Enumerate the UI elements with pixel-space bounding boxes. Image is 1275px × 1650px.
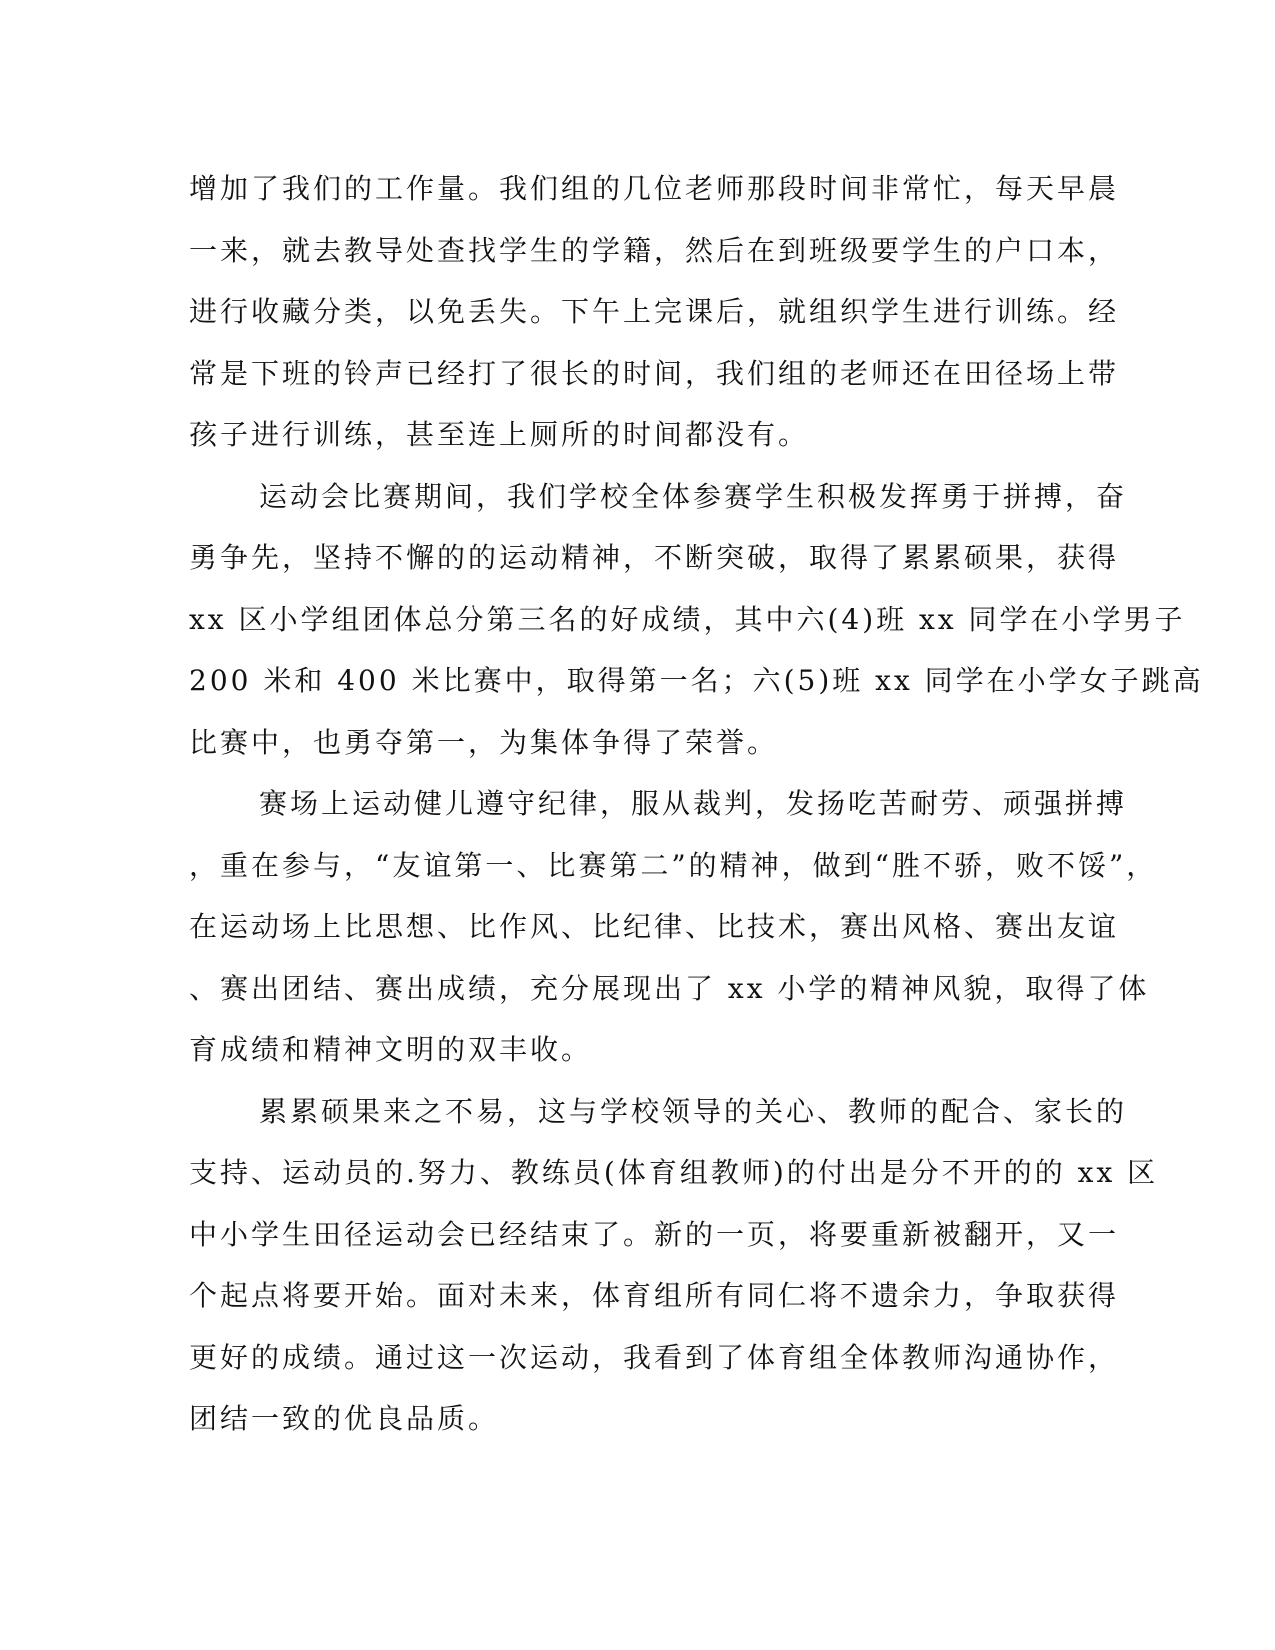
text-line: ，重在参与，“友谊第一、比赛第二”的精神，做到“胜不骄，败不馁”， xyxy=(189,848,1158,882)
text-line: xx 区小学组团体总分第三名的好成绩，其中六(4)班 xx 同学在小学男子 xyxy=(189,602,1186,636)
text-line: 比赛中，也勇夺第一，为集体争得了荣誉。 xyxy=(189,725,779,759)
text-line: 个起点将要开始。面对未来，体育组所有同仁将不遗余力，争取获得 xyxy=(189,1279,1120,1312)
text-line: 勇争先，坚持不懈的的运动精神，不断突破，取得了累累硕果，获得 xyxy=(189,541,1120,574)
text-line: 200 米和 400 米比赛中，取得第一名；六(5)班 xx 同学在小学女子跳高 xyxy=(189,664,1204,697)
text-line: 常是下班的铃声已经打了很长的时间，我们组的老师还在田径场上带 xyxy=(189,356,1120,390)
text-line: 支持、运动员的.努力、教练员(体育组教师)的付出是分不开的的 xx 区 xyxy=(189,1156,1159,1189)
paragraph-4 xyxy=(189,1081,1159,1450)
text-line: 育成绩和精神文明的双丰收。 xyxy=(189,1033,593,1066)
text-line: 增加了我们的工作量。我们组的几位老师那段时间非常忙，每天早晨 xyxy=(189,172,1120,205)
text-line: 累累硕果来之不易，这与学校领导的关心、教师的配合、家长的 xyxy=(259,1094,1128,1128)
text-line: 运动会比赛期间，我们学校全体参赛学生积极发挥勇于拼搏，奋 xyxy=(259,479,1128,513)
text-line: 中小学生田径运动会已经结束了。新的一页，将要重新被翻开，又一 xyxy=(189,1217,1120,1251)
paragraph-3 xyxy=(189,773,1158,1081)
text-line: 进行收藏分类，以免丢失。下午上完课后，就组织学生进行训练。经 xyxy=(189,295,1120,328)
document-body xyxy=(189,158,1204,1450)
paragraph-1 xyxy=(189,158,1120,466)
text-line: 孩子进行训练，甚至连上厕所的时间都没有。 xyxy=(189,418,810,451)
text-line: 、赛出团结、赛出成绩，充分展现出了 xx 小学的精神风貌，取得了体 xyxy=(189,971,1150,1005)
text-line: 团结一致的优良品质。 xyxy=(189,1402,500,1435)
text-line: 一来，就去教导处查找学生的学籍，然后在到班级要学生的户口本， xyxy=(189,233,1120,267)
text-line: 更好的成绩。通过这一次运动，我看到了体育组全体教师沟通协作， xyxy=(189,1340,1120,1374)
text-line: 赛场上运动健儿遵守纪律，服从裁判，发扬吃苦耐劳、顽强拼搏 xyxy=(259,787,1128,820)
paragraph-2 xyxy=(189,466,1204,774)
text-line: 在运动场上比思想、比作风、比纪律、比技术，赛出风格、赛出友谊 xyxy=(189,910,1120,943)
